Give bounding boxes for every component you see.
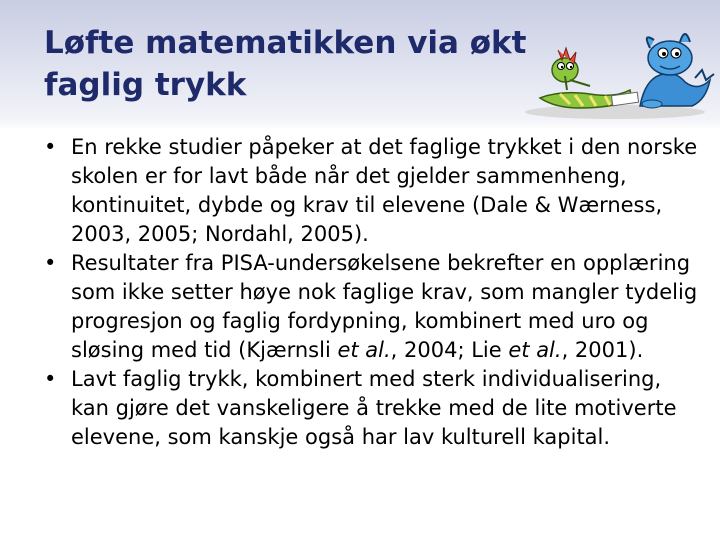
title-line-1: Løfte matematikken via økt bbox=[44, 25, 527, 61]
citation-etal: et al. bbox=[508, 338, 562, 362]
bullet-marker: • bbox=[44, 135, 57, 159]
bullet-item bbox=[44, 133, 704, 249]
bullet-item bbox=[44, 249, 704, 365]
title-line-2: faglig trykk bbox=[44, 67, 247, 103]
bullet-list bbox=[44, 133, 704, 452]
green-lizard-icon bbox=[540, 48, 639, 108]
bullet-item bbox=[44, 365, 704, 452]
blue-dragon-icon bbox=[640, 34, 714, 108]
bullet-text: , 2004; Lie bbox=[390, 338, 509, 362]
dragon-clipart bbox=[520, 20, 720, 120]
bullet-text: Resultater fra PISA-undersøkelsene bekrefter en opplæring som ikke setter høye nok faglige krav, som mangler tydelig progresjon og faglig fordypning, kombinert med uro og sløsing med tid (Kjærnsli bbox=[71, 251, 698, 362]
bullet-text: Lavt faglig trykk, kombinert med sterk individualisering, kan gjøre det vanskeligere å trekke med de lite motiverte elevene, som kanskje også har lav kulturell kapital. bbox=[71, 367, 677, 449]
bullet-text: En rekke studier påpeker at det faglige trykket i den norske skolen er for lavt både når det gjelder sammenheng, kontinuitet, dybde og krav til elevene (Dale & Wærness, 2003, 2005; Nordahl, 2005). bbox=[71, 135, 698, 246]
bullet-marker: • bbox=[44, 251, 57, 275]
bullet-text: , 2001). bbox=[561, 338, 644, 362]
citation-etal: et al. bbox=[337, 338, 391, 362]
bullet-marker: • bbox=[44, 367, 57, 391]
